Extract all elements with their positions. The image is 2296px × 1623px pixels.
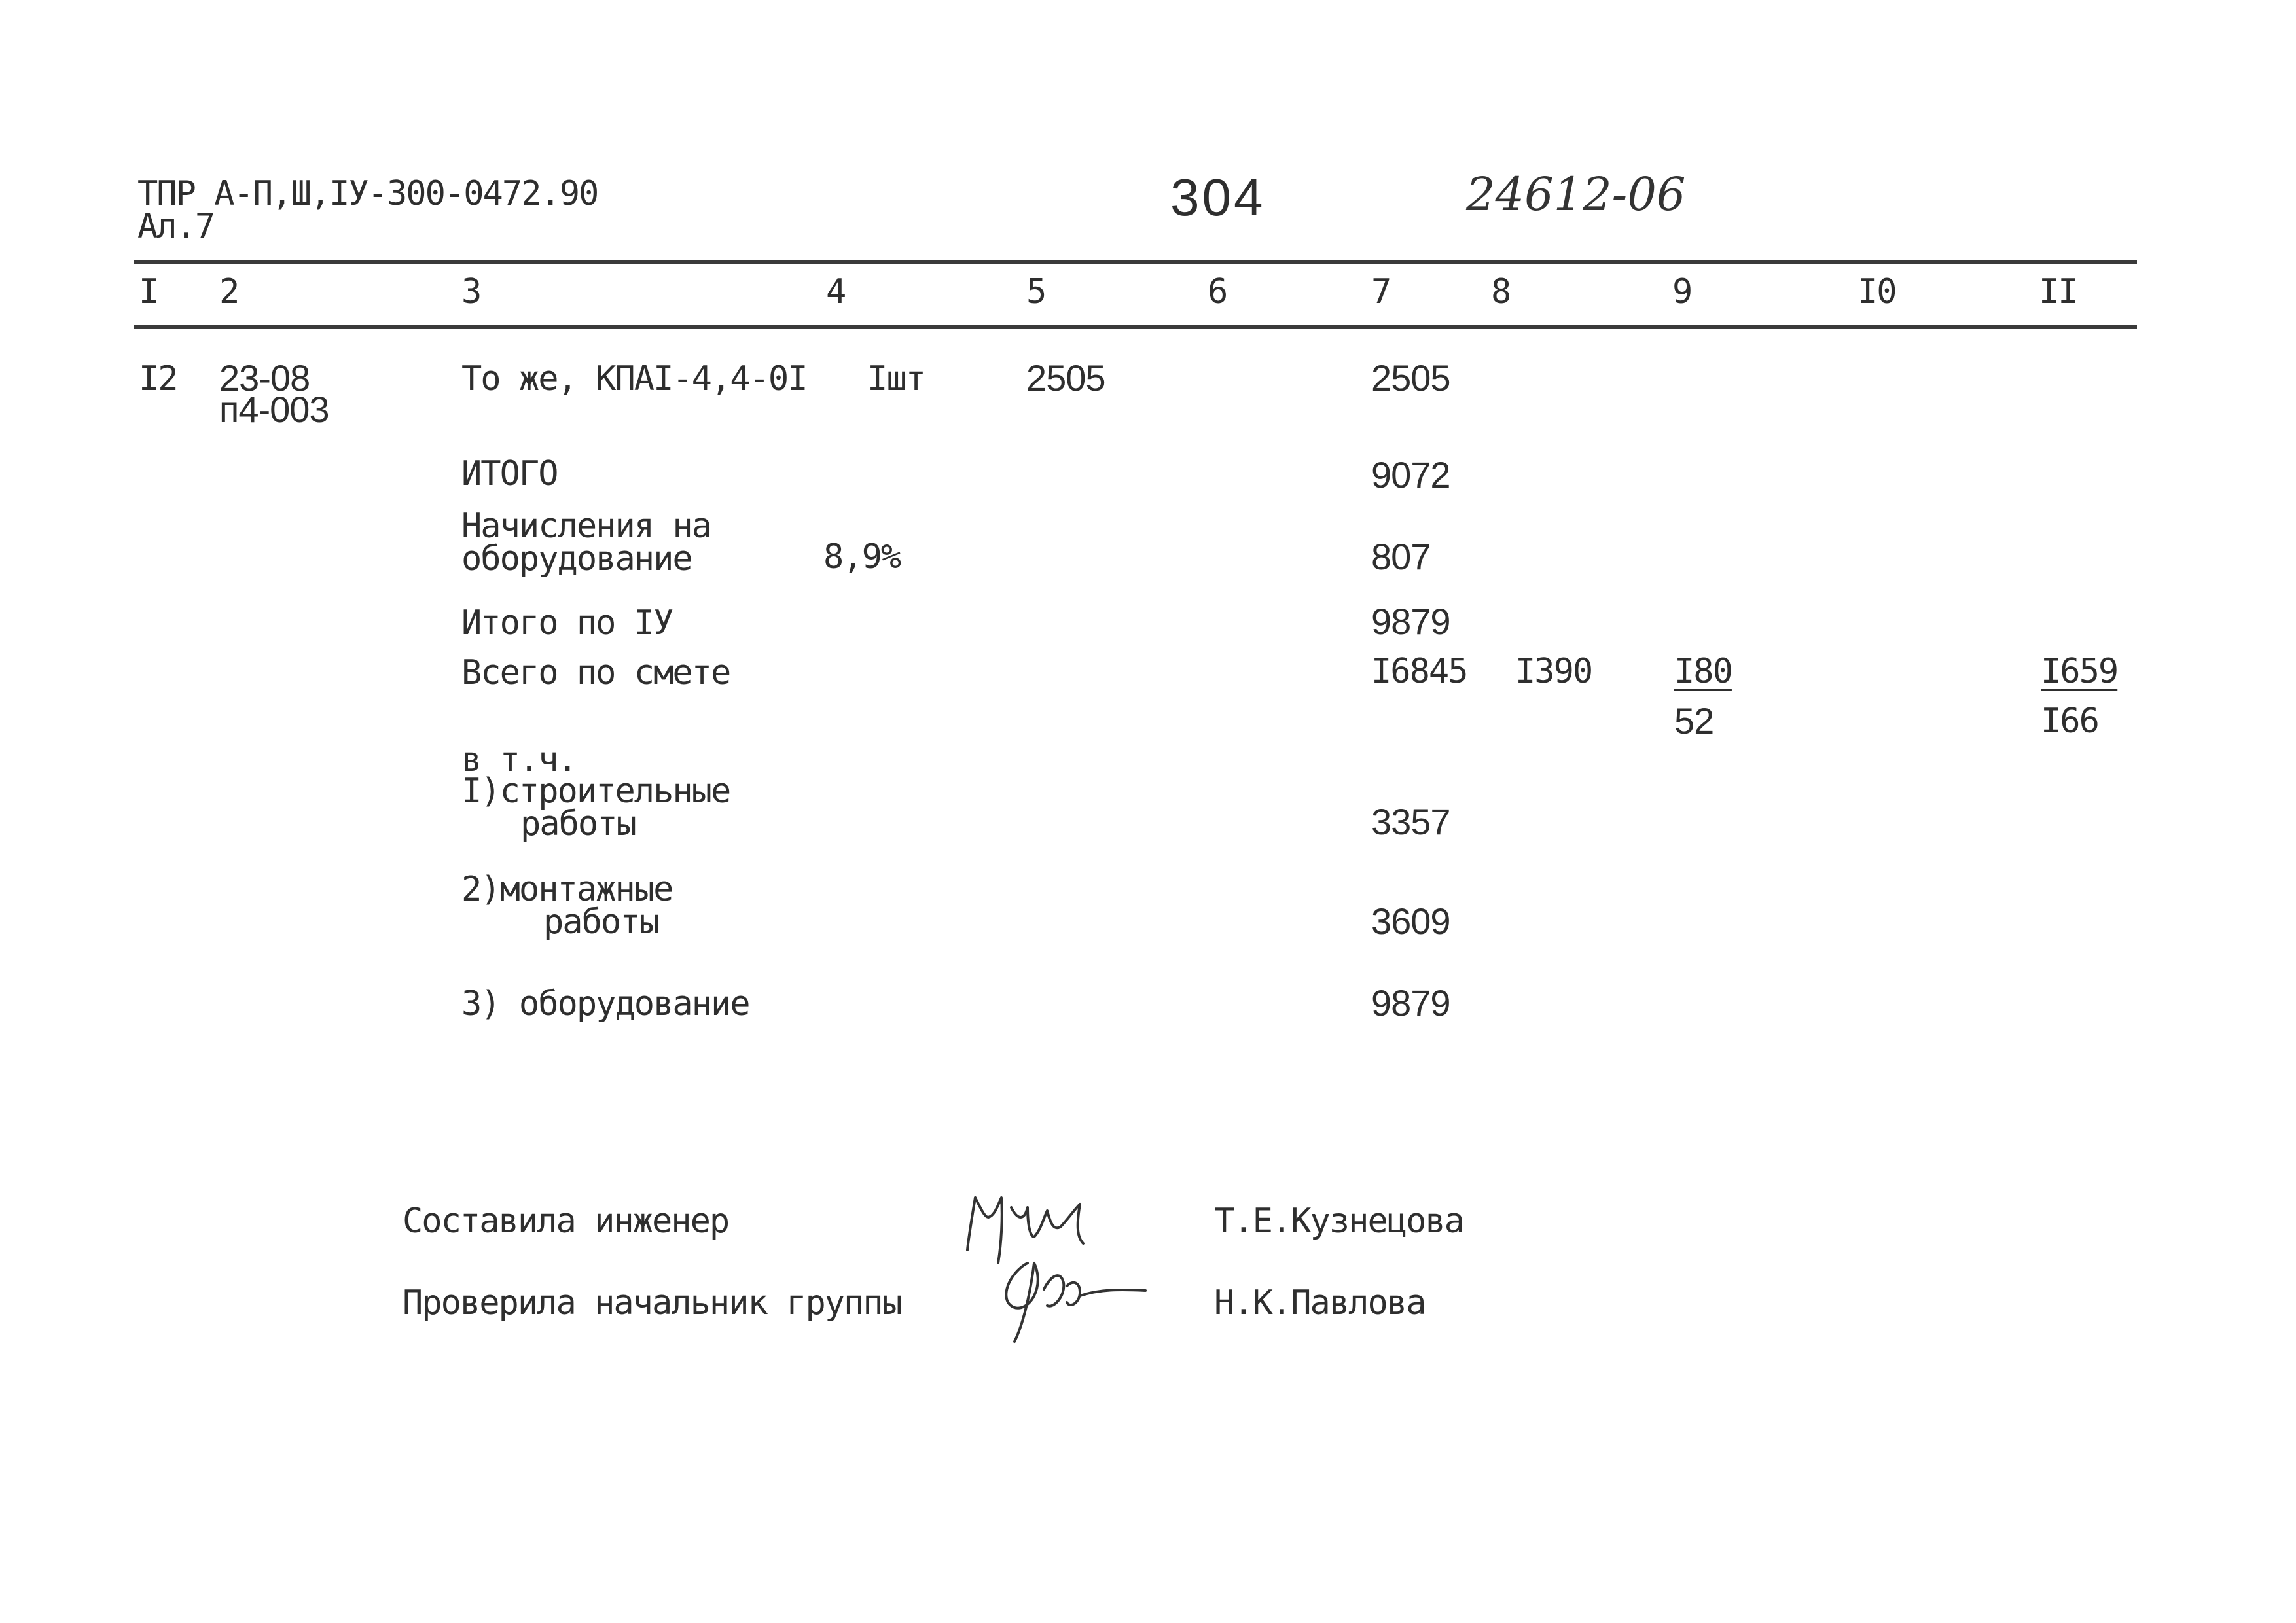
compiled-label: Составила инженер	[403, 1202, 729, 1241]
vsego-col11-top: I659	[2041, 652, 2118, 691]
nachisleniya-col7-value: 807	[1371, 536, 1431, 577]
page-number: 304	[1170, 168, 1266, 226]
column-header-8: 8	[1491, 272, 1511, 312]
oborud-col7-value: 9879	[1371, 982, 1450, 1024]
top-rule	[134, 260, 2137, 264]
column-header-4: 4	[826, 272, 846, 312]
stroit-label-line2: работы	[520, 804, 636, 844]
checked-name: Н.К.Павлова	[1214, 1283, 1426, 1323]
row-unit: Iшт	[867, 359, 925, 399]
vtch-label: в т.ч.	[461, 740, 577, 779]
doc-code: ТПР А-П,Ш,IУ-300-0472.90	[137, 174, 598, 213]
itogo-iu-label: Итого по IУ	[461, 603, 673, 643]
row-col5-value: 2505	[1026, 357, 1105, 399]
vsego-col9-bottom: 52	[1674, 700, 1714, 741]
vsego-col11-bottom: I66	[2041, 702, 2098, 741]
row-name: То же, КПАI-4,4-0I	[461, 359, 807, 399]
row-code-line1: 23-08	[219, 357, 310, 399]
montazh-col7-value: 3609	[1371, 901, 1450, 942]
nachisleniya-rate: 8,9%	[823, 537, 901, 577]
column-header-7: 7	[1371, 272, 1391, 312]
vsego-col9-top: I80	[1674, 652, 1732, 691]
oborud-label: 3) оборудование	[461, 984, 749, 1024]
nachisleniya-label-line2: оборудование	[461, 539, 692, 579]
column-header-2: 2	[219, 272, 239, 312]
column-header-10: I0	[1857, 272, 1896, 312]
stroit-label-line1: I)строительные	[461, 772, 730, 811]
row-number: I2	[139, 359, 177, 399]
itogo-label: ИТОГО	[461, 454, 558, 493]
archive-number: 24612-06	[1466, 168, 1686, 221]
column-header-9: 9	[1672, 272, 1692, 312]
column-header-3: 3	[461, 272, 481, 312]
montazh-label-line2: работы	[543, 902, 658, 942]
column-header-11: II	[2039, 272, 2077, 312]
header-rule	[134, 325, 2137, 329]
nachisleniya-label-line1: Начисления на	[461, 507, 711, 546]
handwritten-signature-checked	[988, 1250, 1152, 1348]
checked-label: Проверила начальник группы	[403, 1283, 901, 1323]
row-code-line2: п4-003	[219, 389, 329, 430]
itogo-iu-col7-value: 9879	[1371, 601, 1450, 642]
stroit-col7-value: 3357	[1371, 801, 1450, 842]
itogo-col7-value: 9072	[1371, 454, 1450, 495]
column-header-5: 5	[1026, 272, 1046, 312]
montazh-label-line1: 2)монтажные	[461, 870, 673, 909]
vsego-col8-value: I390	[1515, 652, 1592, 691]
column-header-6: 6	[1208, 272, 1227, 312]
vsego-label: Всего по смете	[461, 653, 730, 692]
vsego-col7-value: I6845	[1371, 652, 1467, 691]
row-col7-value: 2505	[1371, 357, 1450, 399]
sheet-label: Ал.7	[137, 207, 215, 246]
compiled-name: Т.Е.Кузнецова	[1214, 1202, 1463, 1241]
column-header-1: I	[139, 272, 158, 312]
